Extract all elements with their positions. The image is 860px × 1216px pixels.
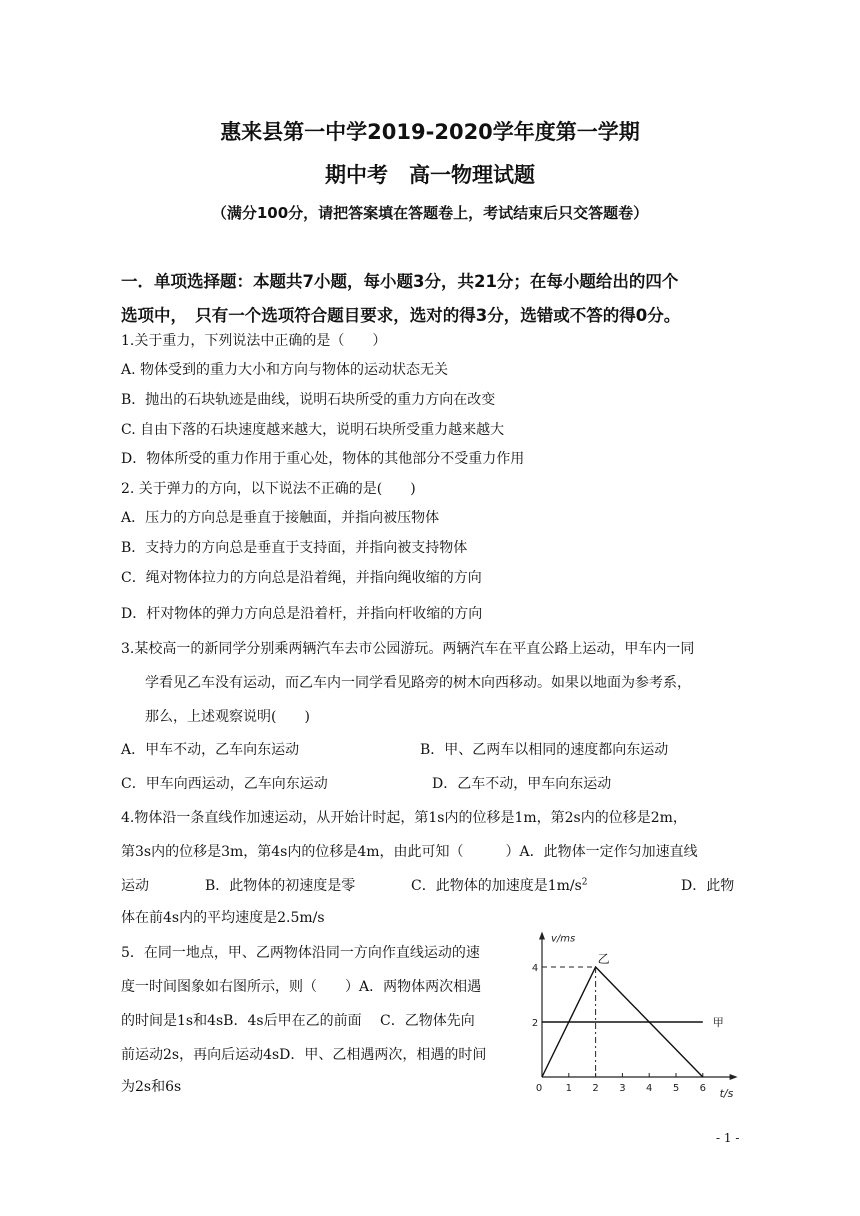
q3-line-2: 学看见乙车没有运动，而乙车内一同学看见路旁的树木向西移动。如果以地面为参考系， bbox=[145, 675, 691, 691]
q4-line-1: 4.物体沿一条直线作加速运动，从开始计时起，第1s内的位移是1m，第2s内的位移是2m， bbox=[121, 810, 687, 826]
y-axis-label: v/ms bbox=[551, 933, 576, 945]
q5-line-5: 为2s和6s bbox=[121, 1079, 182, 1095]
q1-option-d: D．物体所受的重力作用于重心处，物体的其他部分不受重力作用 bbox=[121, 451, 525, 467]
q4-superscript: 2 bbox=[581, 877, 588, 888]
series-label-yi: 乙 bbox=[597, 952, 610, 966]
q2-stem: 2. 关于弹力的方向，以下说法不正确的是( ) bbox=[121, 481, 416, 497]
x-tick-label: 4 bbox=[646, 1083, 653, 1094]
q5-line-2: 度一时间图象如右图所示，则（ ）A．两物体两次相遇 bbox=[121, 979, 482, 995]
x-axis-label: t/s bbox=[719, 1087, 734, 1100]
page-number: - 1 - bbox=[716, 1131, 740, 1145]
q4-line-3-d: D．此物 bbox=[681, 878, 735, 894]
velocity-time-graph bbox=[520, 930, 760, 1105]
section-heading-line-1: 一．单项选择题：本题共7小题，每小题3分，共21分；在每小题给出的四个 bbox=[121, 272, 679, 291]
q5-line-4: 前运动2s，再向后运动4sD．甲、乙相遇两次，相遇的时间 bbox=[121, 1047, 487, 1063]
x-axis-arrow bbox=[730, 1074, 738, 1080]
q2-option-b: B．支持力的方向总是垂直于支持面，并指向被支持物体 bbox=[121, 540, 468, 556]
q3-line-3: 那么，上述观察说明( ) bbox=[145, 709, 310, 725]
q2-option-a: A．压力的方向总是垂直于接触面，并指向被压物体 bbox=[121, 510, 440, 526]
q2-option-d: D．杆对物体的弹力方向总是沿着杆，并指向杆收缩的方向 bbox=[121, 606, 483, 622]
title-line-1: 惠来县第一中学2019-2020学年度第一学期 bbox=[220, 120, 640, 144]
q3-line-1: 3.某校高一的新同学分别乘两辆汽车去市公园游玩。两辆汽车在平直公路上运动，甲车内一同 bbox=[121, 641, 695, 657]
q1-option-c: C. 自由下落的石块速度越来越大，说明石块所受重力越来越大 bbox=[121, 422, 505, 438]
q4-line-3-b: B．此物体的初速度是零 bbox=[205, 878, 356, 894]
exam-note: （满分100分，请把答案填在答题卷上，考试结束后只交答题卷） bbox=[211, 204, 649, 222]
q3-option-b: B．甲、乙两车以相同的速度都向东运动 bbox=[420, 742, 669, 758]
q1-stem: 1.关于重力，下列说法中正确的是（ ） bbox=[121, 333, 387, 349]
q4-line-3-c bbox=[411, 875, 588, 895]
x-tick-label: 6 bbox=[699, 1083, 706, 1094]
series-label-jia: 甲 bbox=[712, 1016, 724, 1029]
q5-line-3: 的时间是1s和4sB．4s后甲在乙的前面 C．乙物体先向 bbox=[121, 1013, 475, 1029]
x-tick-label: 0 bbox=[535, 1083, 543, 1094]
x-tick-label: 3 bbox=[619, 1083, 626, 1094]
x-tick-label: 2 bbox=[592, 1083, 599, 1094]
q4-line-2: 第3s内的位移是3m，第4s内的位移是4m，由此可知（ ）A．此物体一定作匀加速直线 bbox=[121, 844, 698, 860]
y-tick-label: 4 bbox=[531, 963, 539, 974]
q3-option-c: C．甲车向西运动，乙车向东运动 bbox=[121, 776, 328, 792]
q1-option-a: A. 物体受到的重力大小和方向与物体的运动状态无关 bbox=[121, 362, 449, 378]
q1-option-b: B．抛出的石块轨迹是曲线，说明石块所受的重力方向在改变 bbox=[121, 392, 496, 408]
q5-line-1: 5．在同一地点，甲、乙两物体沿同一方向作直线运动的速 bbox=[121, 945, 480, 961]
x-tick-label: 1 bbox=[565, 1083, 572, 1094]
title-line-2: 期中考 高一物理试题 bbox=[325, 163, 535, 187]
q4-acceleration-text: C．此物体的加速度是1m/s bbox=[411, 878, 582, 894]
section-heading-line-2: 选项中， 只有一个选项符合题目要求，选对的得3分，选错或不答的得0分。 bbox=[121, 306, 681, 325]
q4-line-4: 体在前4s内的平均速度是2.5m/s bbox=[121, 910, 325, 926]
q3-option-a: A．甲车不动，乙车向东运动 bbox=[121, 742, 300, 758]
y-axis-arrow bbox=[539, 932, 545, 940]
y-tick-label: 2 bbox=[531, 1018, 539, 1029]
q4-line-3-a: 运动 bbox=[121, 878, 149, 894]
q3-option-d: D．乙车不动，甲车向东运动 bbox=[432, 776, 612, 792]
x-tick-label: 5 bbox=[672, 1083, 680, 1094]
q2-option-c: C．绳对物体拉力的方向总是沿着绳，并指向绳收缩的方向 bbox=[121, 570, 482, 586]
